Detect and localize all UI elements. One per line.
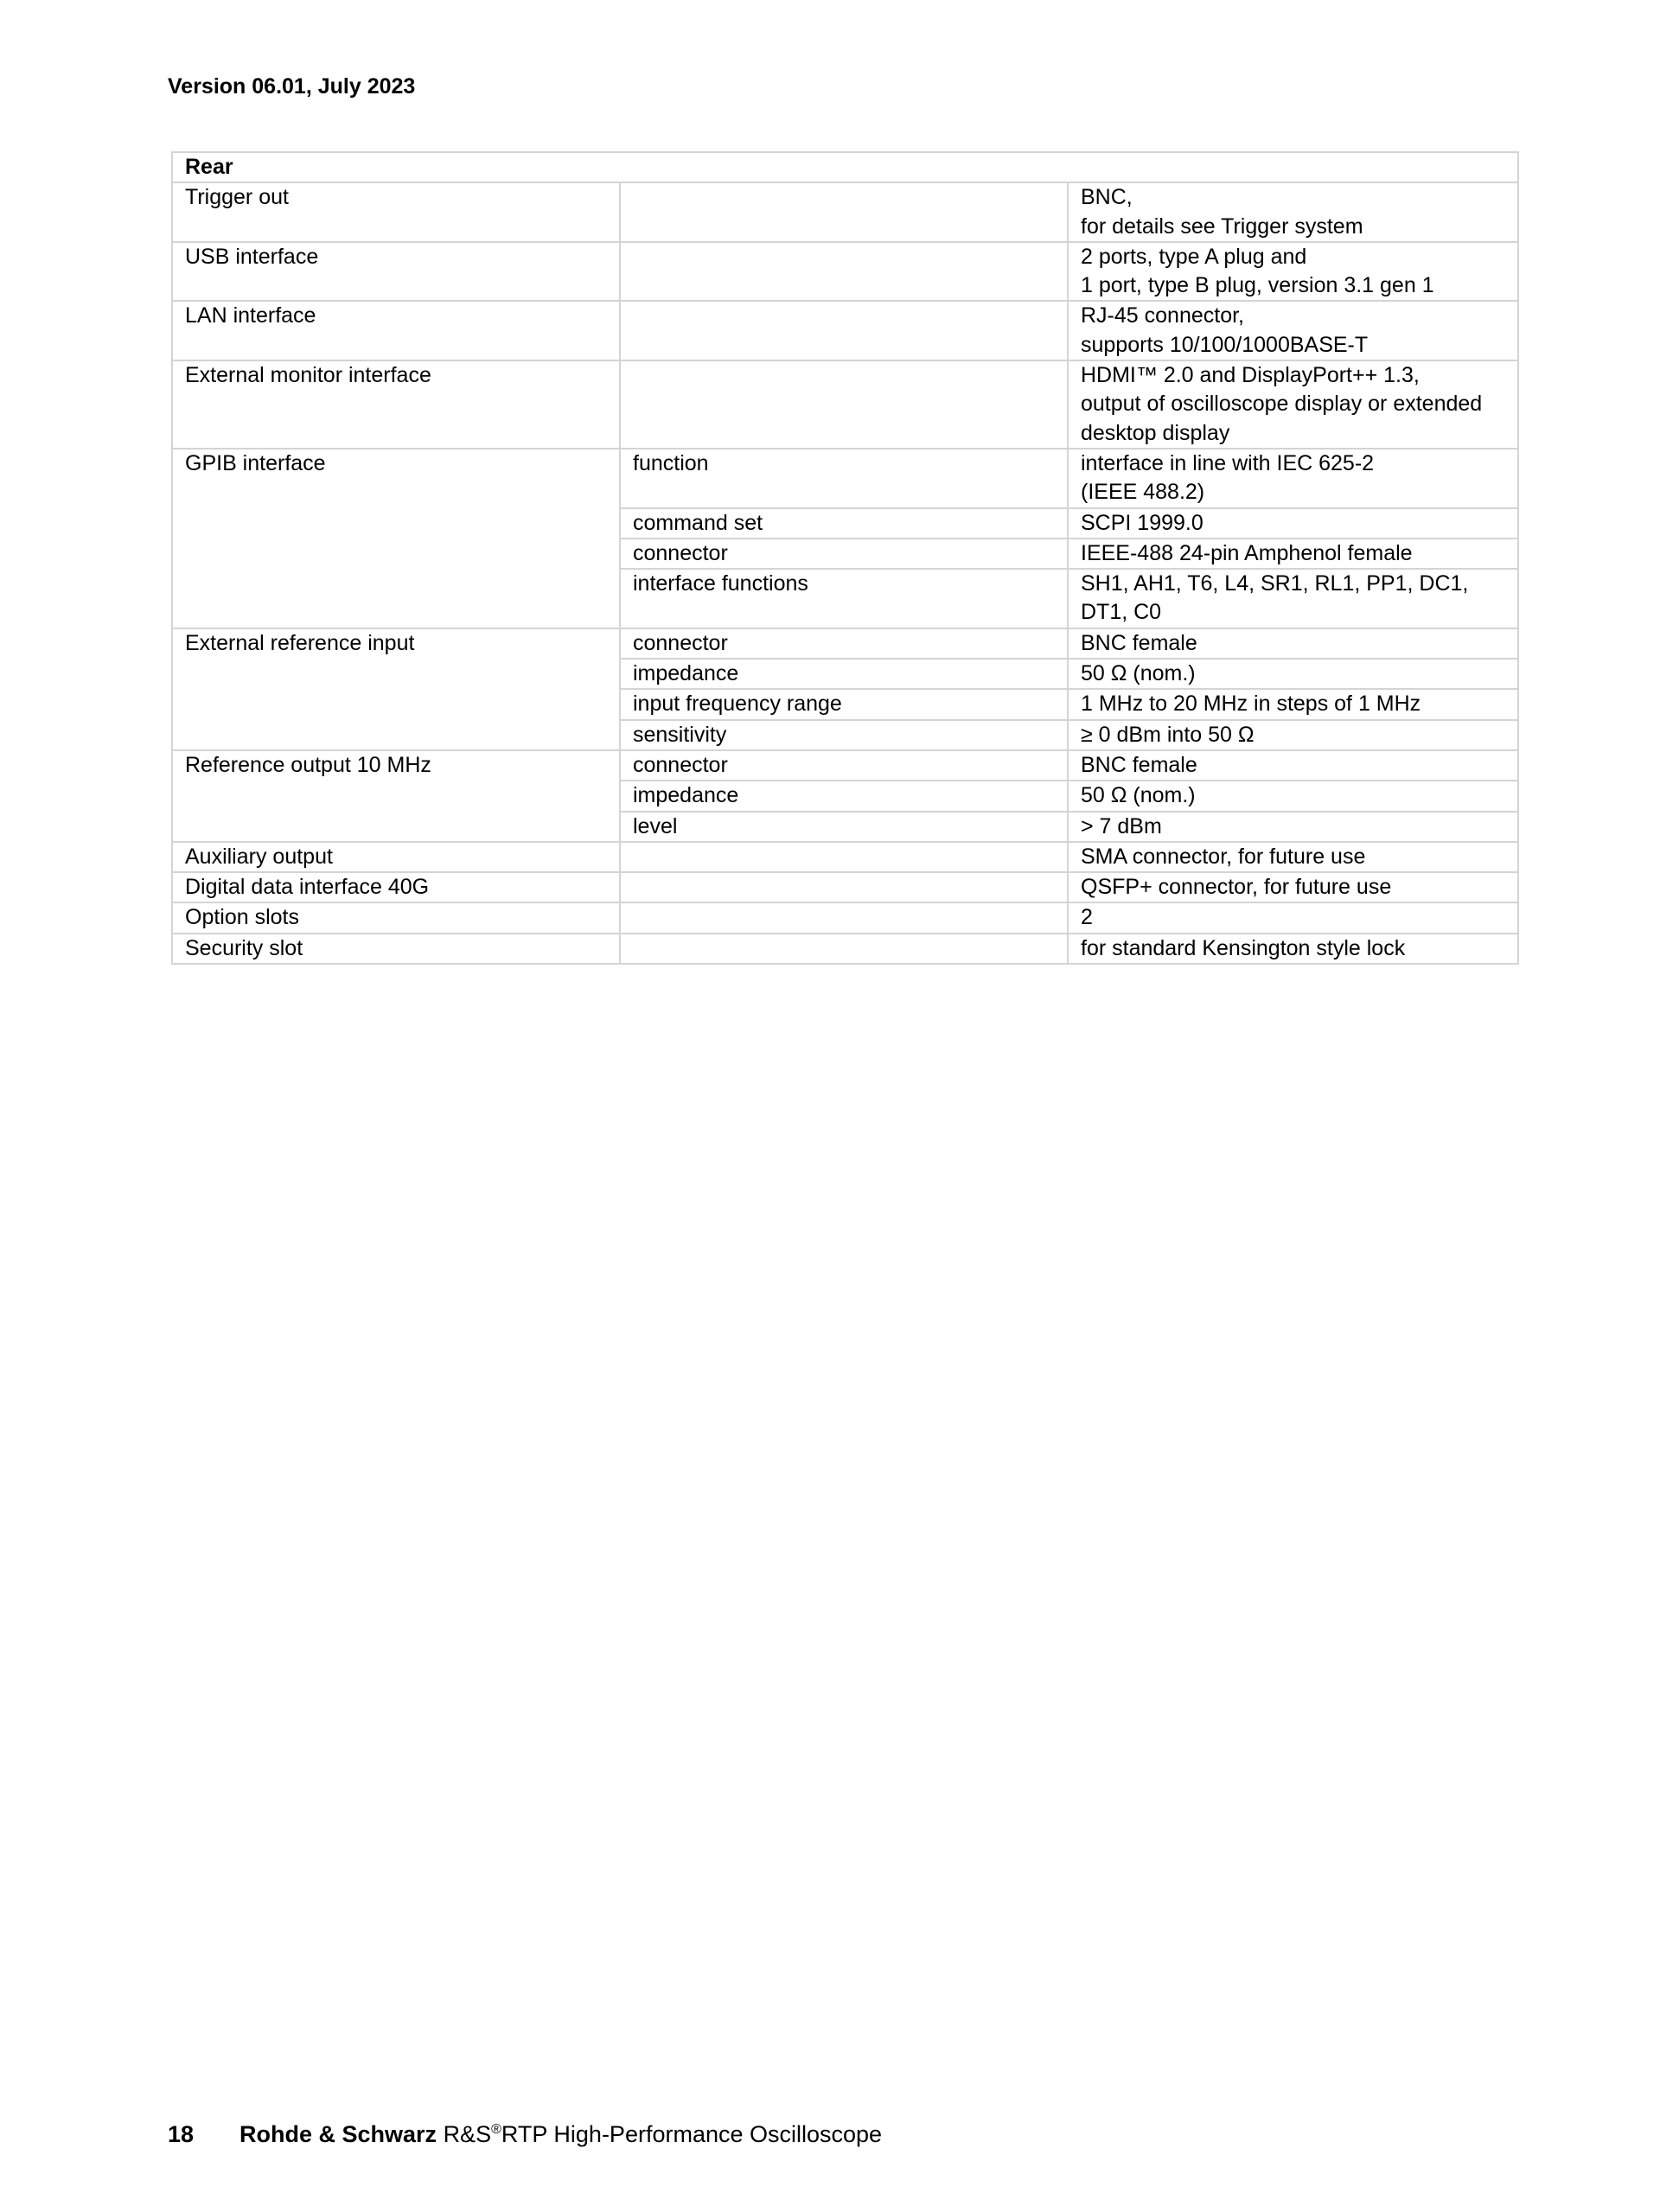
table-row xyxy=(172,360,1518,449)
row-value: 50 Ω (nom.) xyxy=(1068,659,1518,689)
row-param: level xyxy=(620,812,1068,842)
brand-name: Rohde & Schwarz xyxy=(239,2121,437,2147)
row-param: connector xyxy=(620,750,1068,781)
row-param: connector xyxy=(620,539,1068,569)
table-row xyxy=(172,750,1518,781)
row-label: External monitor interface xyxy=(172,360,620,449)
page-footer xyxy=(168,2119,882,2150)
row-value: QSFP+ connector, for future use xyxy=(1068,872,1518,902)
row-param: command set xyxy=(620,508,1068,539)
row-label: External reference input xyxy=(172,628,620,750)
row-param: impedance xyxy=(620,659,1068,689)
row-param xyxy=(620,934,1068,964)
row-value: 50 Ω (nom.) xyxy=(1068,781,1518,811)
row-param xyxy=(620,902,1068,933)
row-param: interface functions xyxy=(620,569,1068,628)
version-line: Version 06.01, July 2023 xyxy=(168,74,416,99)
row-param xyxy=(620,872,1068,902)
row-value: SCPI 1999.0 xyxy=(1068,508,1518,539)
row-value: HDMI™ 2.0 and DisplayPort++ 1.3, output of oscilloscope display or extended desktop display xyxy=(1068,360,1518,449)
row-param: function xyxy=(620,449,1068,508)
row-value: BNC female xyxy=(1068,628,1518,659)
row-param xyxy=(620,182,1068,242)
table-row xyxy=(172,182,1518,242)
row-param xyxy=(620,242,1068,302)
row-label: USB interface xyxy=(172,242,620,302)
row-label: Digital data interface 40G xyxy=(172,872,620,902)
row-value: IEEE-488 24-pin Amphenol female xyxy=(1068,539,1518,569)
table-row xyxy=(172,902,1518,933)
product-prefix: R&S xyxy=(443,2121,492,2147)
table-row xyxy=(172,872,1518,902)
row-param: input frequency range xyxy=(620,689,1068,719)
row-value: SH1, AH1, T6, L4, SR1, RL1, PP1, DC1, DT1, C0 xyxy=(1068,569,1518,628)
row-param: impedance xyxy=(620,781,1068,811)
row-param: sensitivity xyxy=(620,720,1068,750)
row-label: Auxiliary output xyxy=(172,842,620,872)
row-label: Trigger out xyxy=(172,182,620,242)
row-label: Reference output 10 MHz xyxy=(172,750,620,842)
row-value: BNC, for details see Trigger system xyxy=(1068,182,1518,242)
row-label: GPIB interface xyxy=(172,449,620,628)
table-row xyxy=(172,934,1518,964)
row-label: LAN interface xyxy=(172,301,620,360)
table-row xyxy=(172,301,1518,360)
row-value: BNC female xyxy=(1068,750,1518,781)
row-label: Security slot xyxy=(172,934,620,964)
row-label: Option slots xyxy=(172,902,620,933)
page-number: 18 xyxy=(168,2121,195,2147)
rear-spec-table xyxy=(171,151,1519,965)
row-value: 1 MHz to 20 MHz in steps of 1 MHz xyxy=(1068,689,1518,719)
section-title: Rear xyxy=(172,152,1518,182)
row-value: 2 xyxy=(1068,902,1518,933)
row-param xyxy=(620,842,1068,872)
row-value: interface in line with IEC 625-2 (IEEE 488.2) xyxy=(1068,449,1518,508)
table-section-header xyxy=(172,152,1518,182)
row-value: > 7 dBm xyxy=(1068,812,1518,842)
row-value: 2 ports, type A plug and 1 port, type B plug, version 3.1 gen 1 xyxy=(1068,242,1518,302)
table-row xyxy=(172,842,1518,872)
table-row xyxy=(172,242,1518,302)
row-value: for standard Kensington style lock xyxy=(1068,934,1518,964)
table-row xyxy=(172,449,1518,508)
registered-mark: ® xyxy=(491,2122,501,2137)
table-row xyxy=(172,628,1518,659)
product-name: RTP High-Performance Oscilloscope xyxy=(501,2121,883,2147)
row-value: RJ-45 connector, supports 10/100/1000BASE-T xyxy=(1068,301,1518,360)
row-param xyxy=(620,360,1068,449)
row-param xyxy=(620,301,1068,360)
row-value: SMA connector, for future use xyxy=(1068,842,1518,872)
row-value: ≥ 0 dBm into 50 Ω xyxy=(1068,720,1518,750)
row-param: connector xyxy=(620,628,1068,659)
